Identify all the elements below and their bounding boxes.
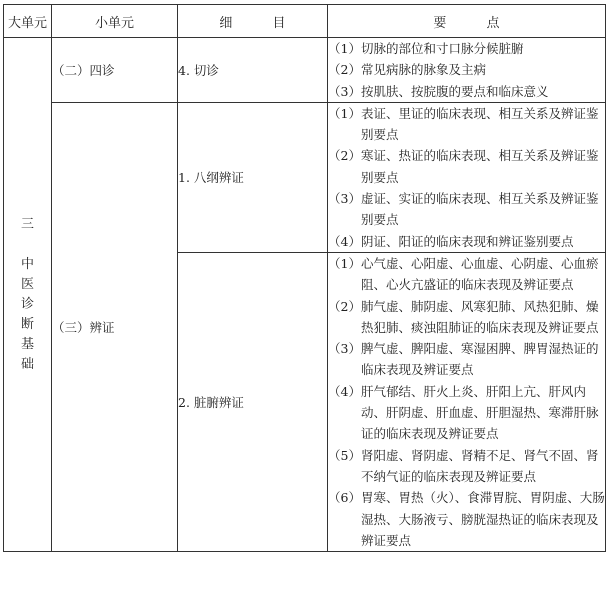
- point-item: [328, 381, 605, 445]
- point-text: 肺气虚、肺阴虚、风寒犯肺、风热犯肺、燥热犯肺、痰浊阻肺证的临床表现及辨证要点: [360, 298, 599, 335]
- point-number: （2）: [328, 62, 361, 78]
- point-number: （6）: [328, 490, 361, 506]
- unit-title-char: 医: [20, 276, 34, 292]
- point-item: [328, 296, 605, 339]
- unit-title-char: 断: [20, 316, 34, 332]
- point-number: （5）: [328, 447, 361, 463]
- point-item: [328, 445, 605, 488]
- detail-cell: 4. 切诊: [178, 38, 328, 103]
- unit-title-vertical: [20, 215, 36, 375]
- point-item: [328, 81, 605, 102]
- header-unit: 大单元: [4, 5, 52, 38]
- point-number: （3）: [328, 341, 361, 357]
- points-cell: [328, 102, 606, 252]
- point-number: （3）: [328, 191, 361, 207]
- point-text: 常见病脉的脉象及主病: [360, 62, 486, 78]
- point-item: [328, 253, 605, 296]
- point-text: 心气虚、心阳虚、心血虚、心阴虚、心血瘀阻、心火亢盛证的临床表现及辨证要点: [360, 255, 599, 293]
- point-item: [328, 231, 605, 252]
- point-number: （1）: [328, 255, 361, 271]
- unit-cell: [4, 38, 52, 552]
- point-text: 脾气虚、脾阳虚、寒湿困脾、脾胃湿热证的临床表现及辨证要点: [360, 341, 599, 378]
- point-text: 寒证、热证的临床表现、相互关系及辨证鉴别要点: [360, 148, 599, 185]
- point-item: [328, 487, 605, 551]
- point-text: 胃寒、胃热（火）、食滞胃脘、胃阴虚、大肠湿热、大肠液亏、膀胱湿热证的临床表现及辨证要点: [360, 490, 605, 548]
- point-text: 虚证、实证的临床表现、相互关系及辨证鉴别要点: [360, 191, 599, 228]
- header-detail: 细 目: [178, 5, 328, 38]
- point-item: [328, 38, 605, 59]
- points-cell: [328, 252, 606, 551]
- point-item: [328, 338, 605, 381]
- header-points: 要 点: [328, 5, 606, 38]
- point-number: （4）: [328, 383, 361, 399]
- point-text: 表证、里证的临床表现、相互关系及辨证鉴别要点: [360, 105, 599, 143]
- header-sub-unit: 小单元: [52, 5, 178, 38]
- unit-title-char: 中: [20, 256, 34, 272]
- point-number: （4）: [328, 233, 361, 249]
- point-number: （2）: [328, 148, 361, 164]
- detail-cell: 2. 脏腑辨证: [178, 252, 328, 551]
- syllabus-table: [3, 4, 606, 552]
- point-number: （3）: [328, 83, 361, 99]
- point-text: 按肌肤、按脘腹的要点和临床意义: [360, 83, 549, 99]
- point-item: [328, 59, 605, 80]
- point-item: [328, 103, 605, 146]
- detail-cell: 1. 八纲辨证: [178, 102, 328, 252]
- point-number: （1）: [328, 41, 361, 56]
- point-text: 阴证、阳证的临床表现和辨证鉴别要点: [360, 233, 574, 249]
- point-number: （2）: [328, 298, 361, 314]
- unit-title-char: 基: [20, 336, 34, 352]
- point-number: （1）: [328, 105, 361, 121]
- unit-title-char: 础: [20, 356, 34, 372]
- point-text: 肝气郁结、肝火上炎、肝阳上亢、肝风内动、肝阴虚、肝血虚、肝胆湿热、寒滞肝脉证的临床表现及辨证要点: [360, 383, 599, 442]
- point-text: 肾阳虚、肾阴虚、肾精不足、肾气不固、肾不纳气证的临床表现及辨证要点: [360, 447, 599, 484]
- unit-numeral: 三: [20, 216, 34, 232]
- table-row: [4, 102, 606, 252]
- points-cell: [328, 38, 606, 103]
- table-row: [4, 38, 606, 103]
- point-item: [328, 188, 605, 231]
- sub-unit-cell: （三）辨证: [52, 102, 178, 551]
- point-item: [328, 145, 605, 188]
- header-row: [4, 5, 606, 38]
- point-text: 切脉的部位和寸口脉分候脏腑: [360, 41, 524, 56]
- unit-title-char: 诊: [20, 296, 34, 312]
- sub-unit-cell: （二）四诊: [52, 38, 178, 103]
